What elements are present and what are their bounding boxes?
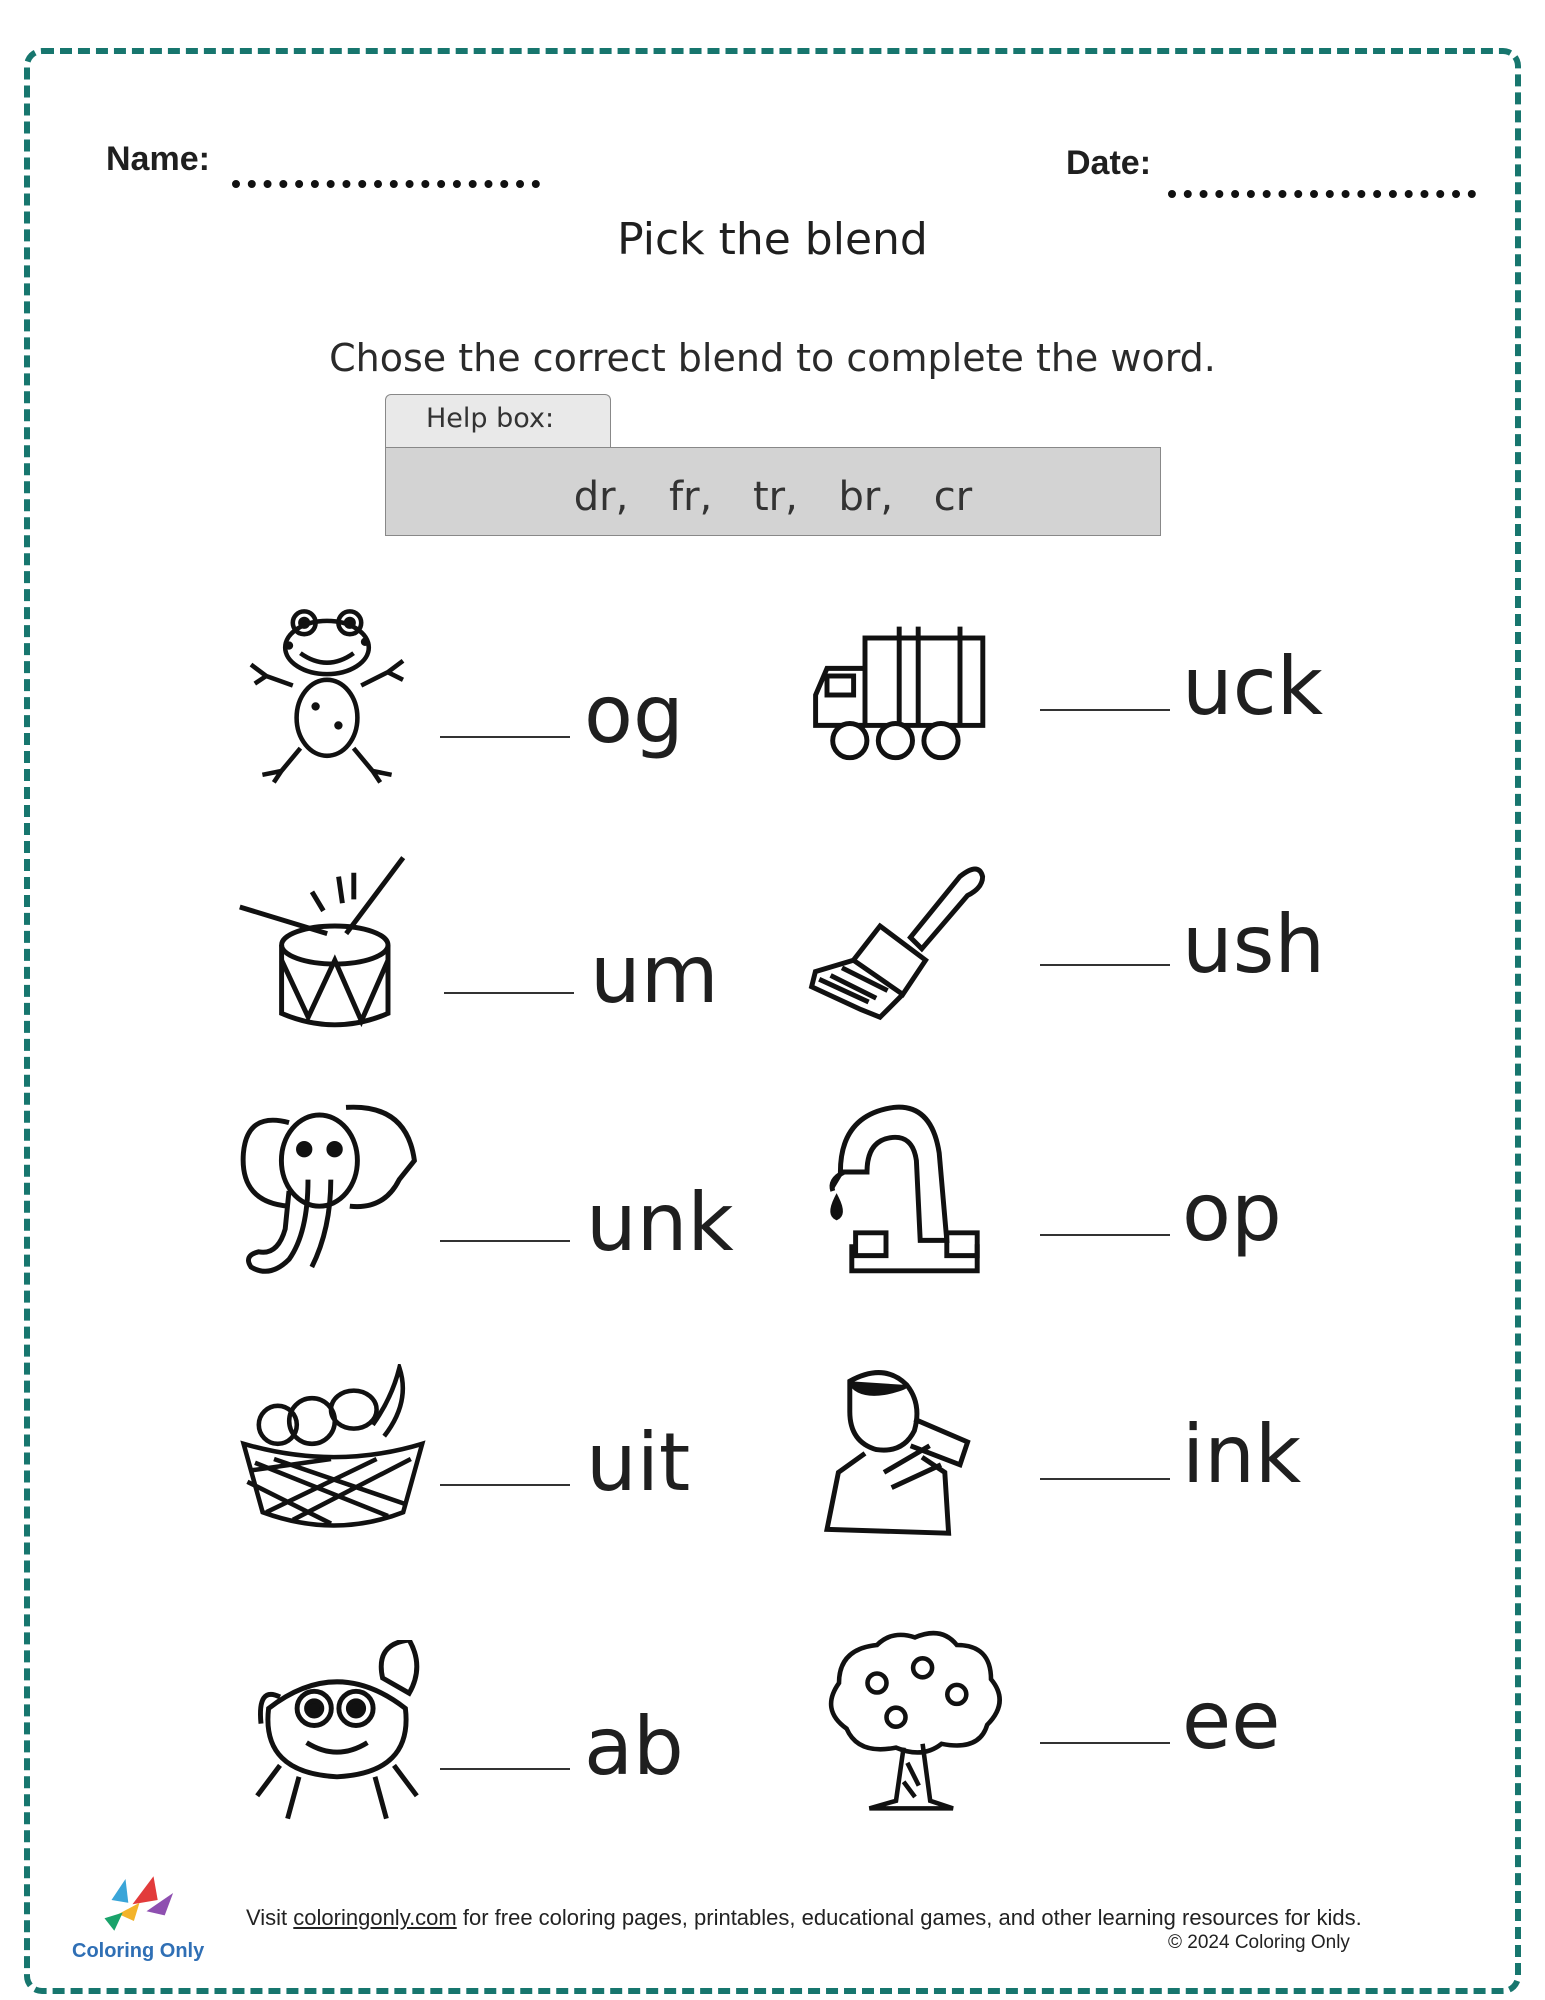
answer-blank-9[interactable] — [440, 1768, 570, 1770]
crab-icon — [242, 1640, 432, 1830]
footer-text — [246, 1902, 1406, 1933]
truck-icon — [808, 600, 998, 790]
word-ending-10: ee — [1182, 1674, 1281, 1767]
answer-blank-3[interactable] — [444, 992, 574, 994]
help-box — [385, 447, 1161, 536]
footer-link[interactable]: coloringonly.com — [293, 1905, 457, 1930]
help-box-label: Help box: — [426, 403, 555, 434]
frog-icon — [232, 600, 422, 790]
answer-blank-2[interactable] — [1040, 709, 1170, 711]
answer-blank-8[interactable] — [1040, 1478, 1170, 1480]
answer-blank-5[interactable] — [440, 1240, 570, 1242]
drum-icon — [236, 850, 426, 1040]
page-title: Pick the blend — [617, 214, 928, 265]
word-ending-4: ush — [1182, 898, 1326, 991]
answer-blank-10[interactable] — [1040, 1742, 1170, 1744]
tree-icon — [820, 1626, 1010, 1816]
word-ending-7: uit — [586, 1416, 691, 1509]
logo-text: Coloring Only — [72, 1940, 205, 1962]
faucet-icon — [810, 1096, 1000, 1286]
word-ending-3: um — [590, 928, 719, 1021]
word-ending-1: og — [584, 668, 684, 761]
brush-icon — [804, 850, 994, 1040]
boy-drinking-icon — [808, 1366, 998, 1556]
copyright: © 2024 Coloring Only — [1168, 1932, 1350, 1953]
help-box-tab — [385, 394, 611, 448]
footer-prefix: Visit — [246, 1905, 288, 1930]
date-field[interactable] — [1168, 190, 1476, 198]
fruit-basket-icon — [236, 1364, 426, 1554]
date-label: Date: — [1066, 144, 1152, 182]
word-ending-6: op — [1182, 1166, 1282, 1259]
word-ending-9: ab — [584, 1700, 684, 1793]
footer-suffix: for free coloring pages, printables, educational games, and other learning resources for kids. — [462, 1905, 1362, 1930]
answer-blank-1[interactable] — [440, 736, 570, 738]
help-box-words: dr, fr, tr, br, cr — [573, 474, 973, 520]
name-field[interactable] — [232, 180, 540, 188]
word-ending-2: uck — [1182, 640, 1324, 733]
answer-blank-4[interactable] — [1040, 964, 1170, 966]
word-ending-8: ink — [1182, 1408, 1302, 1501]
word-ending-5: unk — [586, 1176, 734, 1269]
elephant-icon — [232, 1096, 422, 1286]
answer-blank-6[interactable] — [1040, 1234, 1170, 1236]
answer-blank-7[interactable] — [440, 1484, 570, 1486]
name-label: Name: — [106, 140, 210, 178]
instructions: Chose the correct blend to complete the word. — [329, 336, 1216, 380]
